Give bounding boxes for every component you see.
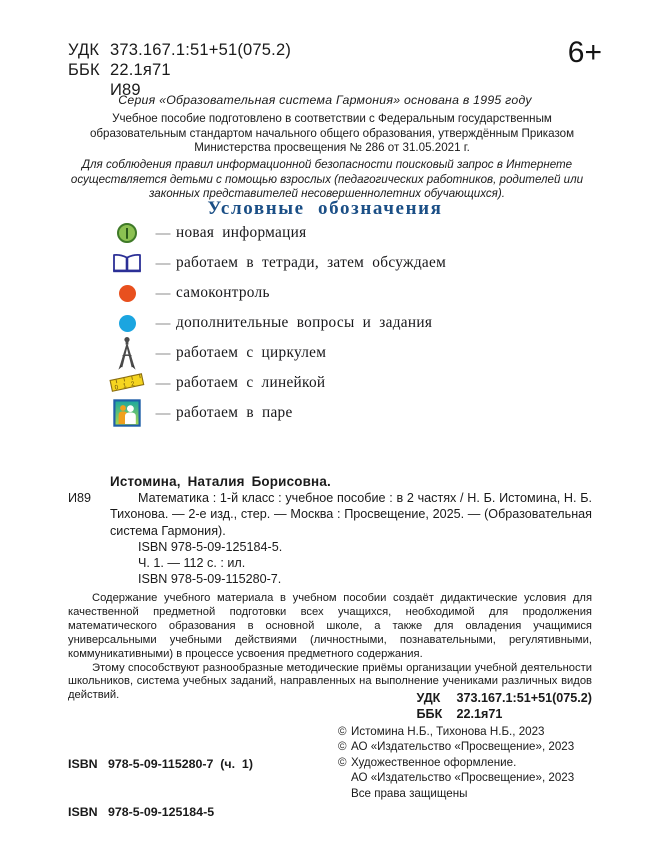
annotation-block: [68, 592, 592, 703]
isbn-label: ISBN: [68, 757, 98, 771]
copyright-row: [338, 755, 574, 770]
classification-block: [68, 40, 291, 100]
bbk-footer-row: [417, 706, 593, 722]
legend-item-label: работаем в паре: [176, 404, 293, 421]
legend-item-label: работаем в тетради, затем обсуждаем: [176, 254, 447, 271]
bib-index: И89: [68, 491, 92, 506]
annotation-paragraph: Этому способствуют разнообразные методические приёмы организации учебной деятельности школьников, система учебных заданий, направленных на выполнение учениками различных видов действий.: [68, 661, 592, 702]
legend-dash: —: [155, 344, 171, 362]
udk-footer-row: [417, 690, 593, 706]
legend-item: [104, 308, 574, 338]
udk-row: [68, 40, 291, 60]
legend-dash: —: [155, 284, 171, 302]
bbk-footer-value: 22.1я71: [456, 707, 503, 721]
udk-footer-label: УДК: [416, 691, 441, 705]
copyright-text: АО «Издательство «Просвещение», 2023: [351, 740, 575, 754]
legend-item-label: дополнительные вопросы и задания: [176, 314, 433, 331]
copyright-text: Истомина Н.Б., Тихонова Н.Б., 2023: [351, 725, 545, 738]
open-book-icon: [104, 252, 150, 274]
legend-title: Условные обозначения: [207, 198, 443, 219]
copyright-symbol: ©: [338, 755, 347, 769]
bbk-footer-label: ББК: [416, 707, 443, 721]
compass-icon: [104, 336, 150, 370]
classification-footer: [417, 690, 593, 722]
bib-isbn-full: ISBN 978-5-09-125184-5.: [138, 539, 283, 554]
legend-item-label: работаем с линейкой: [176, 374, 326, 391]
exclamation-circle-icon: [104, 223, 150, 243]
legend-dash: —: [155, 224, 171, 242]
bbk-row: [68, 60, 291, 80]
bib-description-block: [68, 490, 592, 539]
bib-part-info: Ч. 1. — 112 с. : ил.: [138, 556, 246, 571]
bib-isbn-part: ISBN 978-5-09-115280-7.: [138, 572, 282, 587]
legend-item: [104, 278, 574, 308]
red-dot-icon: [104, 285, 150, 302]
isbn-footer: [68, 724, 253, 852]
legend-item: [104, 248, 574, 278]
legend-item: [104, 368, 574, 398]
author-index: И89: [110, 81, 141, 99]
blue-dot-icon: [104, 315, 150, 332]
svg-text:2: 2: [130, 380, 136, 389]
svg-text:0: 0: [114, 383, 120, 392]
legend-item: [104, 338, 574, 368]
bbk-value: 22.1я71: [110, 61, 171, 79]
legend-item-label: самоконтроль: [176, 284, 270, 301]
copyright-rights-reserved: Все права защищены: [351, 786, 468, 800]
svg-text:1: 1: [122, 382, 128, 390]
legend-dash: —: [155, 254, 171, 272]
legend-dash: —: [155, 314, 171, 332]
copyright-block: [338, 724, 574, 801]
annotation-paragraph: Содержание учебного материала в учебном пособии создаёт дидактические условия для качественной предметной подготовки всех учащихся, необходимой для продолжения математического образования в основной школе, а также для овладения учащимися универсальными учебными действиями (личностными, познавательными, регулятивными, коммуникативными) в процессе усвоения предметного содержания.: [68, 592, 592, 660]
copyright-row: [338, 739, 574, 754]
age-rating-mark: 6+: [567, 36, 602, 69]
udk-label: УДК: [68, 41, 100, 59]
copyright-text: Художественное оформление.: [351, 755, 517, 769]
pair-work-icon: [104, 399, 150, 427]
isbn-footer-row: [68, 804, 253, 820]
legend-item-label: новая информация: [176, 224, 307, 241]
udk-footer-value: 373.167.1:51+51(075.2): [456, 691, 592, 705]
legend-item: [104, 398, 574, 428]
isbn-label: ISBN: [68, 805, 98, 819]
information-safety-note: Для соблюдения правил информационной безопасности поисковый запрос в Интернете осуществляется детьми с помощью взрослых (педагогических работников, родителей или законных представителей несовершеннолетних обучающихся).: [70, 158, 584, 201]
bib-description: Математика : 1-й класс : учебное пособие : в 2 частях / Н. Б. Истомина, Н. Б. Тихонова. — 2-е изд., стер. — Москва : Просвещение, 2025. — (Образовательная система Гармония).: [110, 491, 592, 538]
legend-dash: —: [155, 404, 171, 422]
copyright-symbol: ©: [338, 740, 347, 754]
isbn-footer-row: [68, 756, 253, 772]
bibliographic-record: [68, 474, 592, 587]
legend-dash: —: [155, 374, 171, 392]
copyright-symbol: ©: [338, 725, 347, 738]
standard-compliance-note: Учебное пособие подготовлено в соответствии с Федеральным государственным образовательным стандартом начального общего образования, утверждённым Приказом Министерства просвещения № 286 от 31.05.2021 г.: [89, 112, 575, 155]
legend-list: [104, 218, 574, 428]
bib-author: Истомина, Наталия Борисовна.: [110, 474, 331, 489]
isbn-value: 978-5-09-115280-7 (ч. 1): [108, 757, 253, 771]
udk-value: 373.167.1:51+51(075.2): [110, 41, 292, 59]
copyright-row-continued: АО «Издательство «Просвещение», 2023: [351, 771, 575, 785]
isbn-value: 978-5-09-125184-5: [108, 805, 215, 819]
bbk-label: ББК: [68, 61, 100, 79]
legend-item-label: работаем с циркулем: [176, 344, 327, 361]
legend-item: [104, 218, 574, 248]
copyright-row: [338, 724, 574, 739]
series-line: Серия «Образовательная система Гармония» основана в 1995 году: [118, 93, 532, 107]
ruler-icon: [104, 371, 150, 395]
